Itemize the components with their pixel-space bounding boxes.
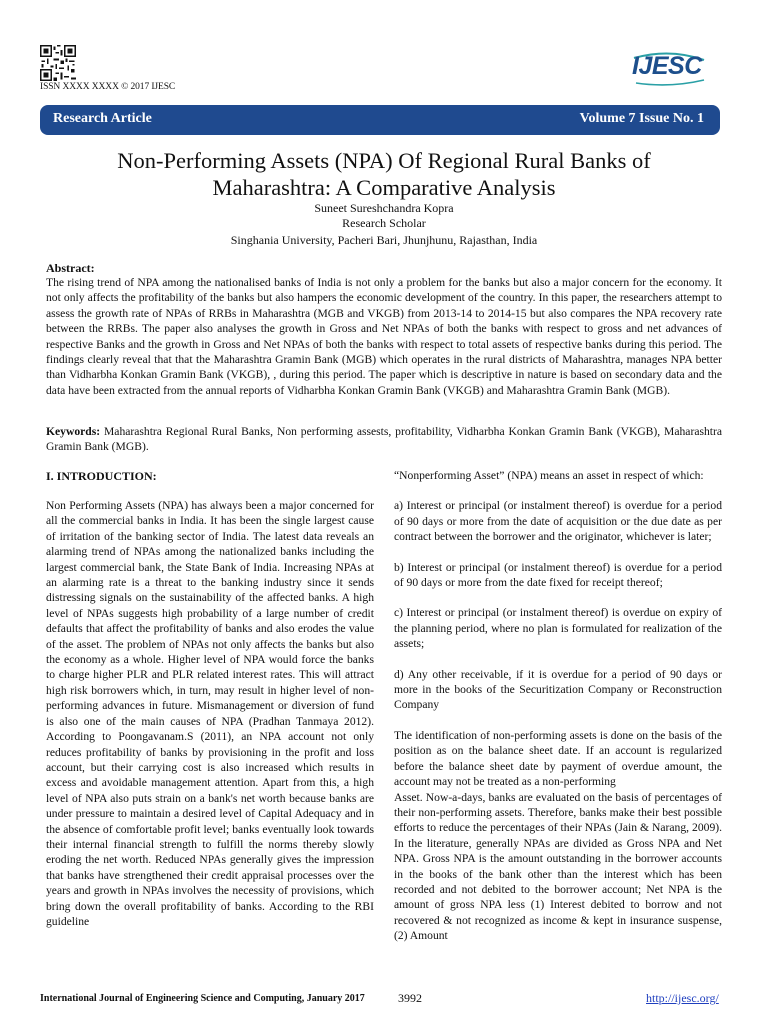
abstract-heading: Abstract:	[46, 261, 95, 275]
definition-item-a: a) Interest or principal (or instalment thereof) is overdue for a period of 90 days or more from the date of acquisition or the due date as per contract between the borrower and the originator, whichever is later;	[394, 499, 722, 544]
author-role: Research Scholar	[342, 216, 426, 230]
definition-item-c: c) Interest or principal (or instalment thereof) is overdue on expiry of the planning period, where no plan is formulated for realization of the assets;	[394, 606, 722, 651]
section-heading-introduction: I. INTRODUCTION:	[46, 469, 157, 483]
abstract-text: The rising trend of NPA among the nationalised banks of India is not only a problem for the banks but also a major concern for the economy. It not only affects the profitability of the banks but also hampers the economic development of the country. In this paper, the researchers attempt to assess the growth rate of NPAs of RRBs in Maharashtra (MGB and VKGB) from 2013-14 to 2014-15 but also compares the NPA recovery rate between the RRBs. The paper also analyses the growth in Gross and Net NPAs of both the banks with respect to gross and net advances of respective Banks and the growth in Gross and Net NPAs of both the banks with respect to total assets of respective banks during this period. The findings clearly reveal that that the Maharashtra Gramin Bank (MGB) which operates in the rural districts of Maharashtra, manages NPA better than Vidharbha Konkan Gramin Bank (VKGB), , during this period. The paper which is descriptive in nature is based on secondary data and the data have been extracted from the annual reports of Vidharbha Konkan Gramin Bank (VKGB) and Maharashtra Gramin Bank (MGB).	[46, 276, 722, 397]
identification-paragraph: The identification of non-performing assets is done on the basis of the position as on the balance sheet date. If an account is regularized before the balance sheet date by payment of overdue amount, the account may not be treated as a non-performing	[394, 728, 722, 789]
definition-item-d: d) Any other receivable, if it is overdue for a period of 90 days or more in the books of the Securitization Company or Reconstruction Company	[394, 667, 722, 712]
definition-item-b: b) Interest or principal (or instalment thereof) is overdue for a period of 90 days or more from the date fixed for receipt thereof;	[394, 560, 722, 590]
paper-title-line-1: Non-Performing Assets (NPA) Of Regional Rural Banks of	[117, 148, 651, 173]
left-column	[46, 498, 374, 929]
paper-title-line-2: Maharashtra: A Comparative Analysis	[212, 175, 556, 200]
keywords-text: Maharashtra Regional Rural Banks, Non performing assests, profitability, Vidharbha Konkan Gramin Bank (VKGB), Maharashtra Gramin Bank (MGB).	[46, 425, 722, 454]
footer-journal: International Journal of Engineering Science and Computing, January 2017	[40, 993, 365, 1004]
npa-definition: “Nonperforming Asset” (NPA) means an asset in respect of which:	[394, 469, 704, 482]
asset-paragraph: Asset. Now-a-days, banks are evaluated on the basis of percentages of their non-performing assets. Therefore, banks make their best possible efforts to reduce the percentages of their NPAs (Jain & Narang, 2009). In the literature, generally NPAs are divided as Gross NPA and Net NPA. Gross NPA is the amount outstanding in the borrower accounts in the books of the bank other than the interest which has been recorded and not debited to the borrower account; Net NPA is the amount of gross NPA less (1) Interest debited to borrow and not recovered & not recognized as income & kept in insurance suspense, (2) Amount	[394, 790, 722, 943]
article-banner	[40, 105, 720, 135]
issn-line: ISSN XXXX XXXX © 2017 IJESC	[40, 82, 176, 92]
introduction-paragraph: Non Performing Assets (NPA) has always been a major concerned for all the commercial banks in India. It has been the single largest cause of irritation of the banking sector of India. The latest data reveals an alarming trend of NPAs among the nationalized banks including the largest commercial bank, the State Bank of India. Increasing NPAs at an alarming rate is a threat to the banking industry since it sends distressing signals on the sustainability of the affected banks. A high level of NPAs suggests high probability of a large number of credit defaults that affect the profitability of banks and also erodes the value of the asset. The problem of NPAs not only affects the banks but also the economy as a whole. Higher level of NPA would force the banks to charge higher PLR and PLR related interest rates. This will attract high risk borrowers which, in turn, may result in higher level of non-performing advances in future. Mismanagement or diversion of fund is also one of the main causes of NPA (Pradhan Tanmaya 2012). According to Poongavanam.S (2011), an NPA account not only reduces profitability of banks by provisioning in the profit and loss account, but their carrying cost is also increased which results in excess and avoidable management attention. Apart from this, a high level of NPA also puts strain on a bank's net worth because banks are under pressure to maintain a desired level of Capital Adequacy and in the absence of comfortable profit level; banks eventually look towards their internal financial strength to fulfill the norms thereby slowly eroding the net worth. Reduced NPAs generally gives the impression that banks have strengthened their credit appraisal processes over the years and growth in NPAs involves the necessity of provisions, which bring down the overall profitability of banks. According to the RBI guideline	[46, 499, 374, 928]
author-affiliation: Singhania University, Pacheri Bari, Jhunjhunu, Rajasthan, India	[230, 233, 538, 247]
ijesc-logo	[630, 52, 708, 86]
article-type: Research Article	[53, 111, 152, 126]
volume-issue: Volume 7 Issue No. 1	[579, 111, 704, 126]
keywords-label: Keywords:	[46, 425, 101, 438]
keywords	[46, 424, 722, 455]
qr-code-icon	[40, 44, 76, 82]
right-column	[394, 468, 722, 944]
footer-url-link[interactable]: http://ijesc.org/	[646, 991, 719, 1005]
paper-title	[40, 147, 728, 201]
author-name: Suneet Sureshchandra Kopra	[314, 201, 454, 215]
footer-page-number: 3992	[398, 991, 422, 1005]
logo-text: IJESC	[632, 52, 702, 80]
